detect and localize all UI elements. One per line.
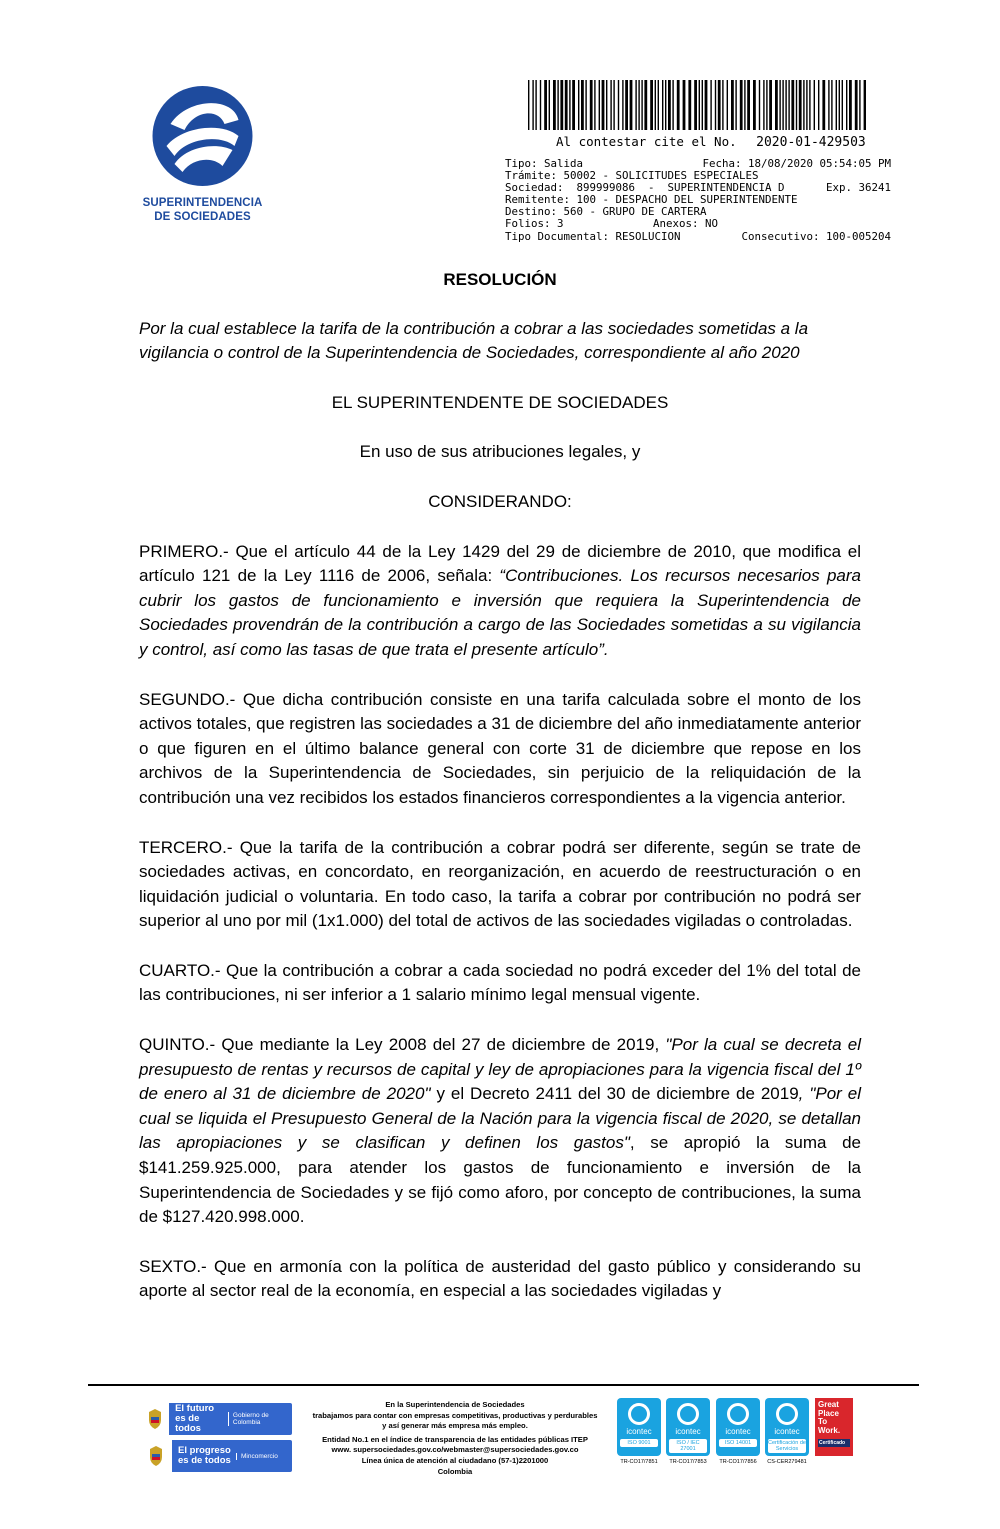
paragraph-cuarto: CUARTO.- Que la contribución a cobrar a cada sociedad no podrá exceder del 1% del total de las contribuciones, ni ser inferior a 1 salario mínimo legal mensual vigente.	[139, 960, 861, 1005]
barcode-bar	[702, 80, 703, 130]
cert-label: CS-CER279481	[767, 1459, 807, 1465]
barcode-bar	[602, 80, 605, 130]
barcode-bar	[644, 80, 647, 130]
paragraph-quinto-text-c: , se apropió la suma de $141.259.925.000, para atender los gastos de funcionamiento e inversión de la Superintendencia de Sociedades y se fijó como aforo, por concepto de contribuciones, la suma de $127.420.998.000.	[139, 1133, 861, 1227]
cert-brand: icontec	[626, 1427, 652, 1436]
gov-logo-progreso	[140, 1440, 292, 1472]
colombia-crest-icon	[140, 1440, 172, 1472]
meta-fecha: Fecha: 18/08/2020 05:54:05 PM	[702, 157, 891, 170]
barcode-bar	[532, 80, 533, 130]
meta-exp: Exp. 36241	[825, 181, 891, 195]
paragraph-quinto-text-a: QUINTO.- Que mediante la Ley 2008 del 27 de diciembre de 2019,	[139, 1035, 666, 1055]
barcode-bar	[610, 80, 611, 130]
barcode-bar	[622, 80, 623, 130]
barcode-bar	[613, 80, 614, 130]
icontec-cert-badge	[666, 1398, 710, 1456]
meta-tipo: Tipo: Salida	[505, 157, 584, 170]
cert-label: TR-CO17/7851	[620, 1459, 658, 1465]
barcode-bar	[650, 80, 653, 130]
logo-text-line1: SUPERINTENDENCIA	[142, 197, 263, 209]
authority-heading: EL SUPERINTENDENTE DE SOCIEDADES	[331, 392, 669, 412]
document-body	[139, 268, 861, 1329]
meta-sociedad: Sociedad: 899999086 - SUPERINTENDENCIA D	[505, 181, 785, 195]
footer-line-4: Entidad No.1 en el índice de transparencia de las entidades públicas ITEP	[322, 1434, 588, 1444]
barcode-bar	[658, 80, 659, 130]
barcode-bar	[688, 80, 691, 130]
barcode-bar	[641, 80, 642, 130]
barcode-bar	[715, 80, 716, 130]
barcode-bar	[727, 80, 728, 130]
footer-line-1: En la Superintendencia de Sociedades	[385, 1400, 525, 1409]
barcode-bar	[859, 80, 860, 130]
barcode-bar	[818, 80, 819, 130]
barcode-bar	[618, 80, 619, 130]
barcode-bar	[672, 80, 673, 130]
gov-futuro-text: El futuro es de todos	[175, 1403, 215, 1434]
filing-metadata	[505, 158, 891, 243]
barcode-bar	[630, 80, 633, 130]
barcode-bar	[839, 80, 840, 130]
cert-label: TR-CO17/7853	[669, 1459, 707, 1465]
footer-line-6: Línea única de atención al ciudadano (57-1)2201000	[361, 1455, 549, 1465]
logo-text-line2: DE SOCIEDADES	[154, 211, 251, 223]
gptw-title: Great Place To Work.	[818, 1400, 841, 1435]
barcode-bar	[822, 80, 825, 130]
barcode-bar	[599, 80, 600, 130]
barcode-bar	[855, 80, 858, 130]
cert-code: ISO / IEC 27001	[669, 1439, 707, 1453]
footer-contact-text	[300, 1400, 610, 1477]
icontec-ring-icon	[677, 1403, 699, 1425]
barcode-bar	[560, 80, 563, 130]
barcode-bar	[782, 80, 783, 130]
icontec-cert-badge	[716, 1398, 760, 1456]
paragraph-quinto-quote-b: , "Por el cual se liquida el Presupuesto General de la Nación para la vigencia fiscal de 2020, se detallan las apropiaciones y se clasifican y definen los gastos"	[139, 1084, 861, 1153]
barcode-bar	[735, 80, 736, 130]
barcode-bar	[581, 80, 584, 130]
barcode-bar	[594, 80, 595, 130]
footer-divider	[88, 1384, 919, 1386]
cert-code: ISO 9001	[620, 1439, 658, 1447]
barcode-bar	[788, 80, 789, 130]
meta-remitente: Remitente: 100 - DESPACHO DEL SUPERINTENDENTE	[505, 193, 798, 207]
paragraph-quinto-text-b: y el Decreto 2411 del 30 de diciembre de 2019	[430, 1084, 799, 1104]
barcode-bar	[744, 80, 745, 130]
barcode-bar	[779, 80, 780, 130]
icontec-ring-icon	[727, 1403, 749, 1425]
barcode	[528, 80, 866, 130]
footer-line-3: y así generar más empresa más empleo.	[382, 1421, 528, 1431]
colombia-crest-icon	[140, 1403, 169, 1435]
barcode-bar	[846, 80, 847, 130]
paragraph-tercero: TERCERO.- Que la tarifa de la contribución a cobrar podrá ser diferente, según se trate de sociedades activas, en concordato, en reorganización, en acuerdo de reestructuración o en liquidación judicial o voluntaria. En todo caso, la tarifa a cobrar por contribución no podrá ser superior al uno por mil (1x1.000) del total de activos de las sociedades vigiladas o controladas.	[139, 837, 861, 931]
paragraph-segundo: SEGUNDO.- Que dicha contribución consiste en una tarifa calculada sobre el monto de los activos totales, que registren las sociedades a 31 de diciembre del año inmediatamente anterior o que figuren en el último balance general con corte 31 de diciembre que repose en los archivos de la Superintendencia de Sociedades, sin perjuicio de la reliquidación de la contribución una vez recibidos los estados financieros correspondientes a la vigencia anterior.	[139, 689, 861, 807]
barcode-bar	[722, 80, 723, 130]
cert-brand: icontec	[774, 1427, 800, 1436]
barcode-bar	[606, 80, 607, 130]
icontec-cert-badge	[765, 1398, 809, 1456]
paragraph-sexto: SEXTO.- Que en armonía con la política de austeridad del gasto público y considerando su aporte al sector real de la economía, en especial a las sociedades vigiladas y	[139, 1256, 861, 1301]
barcode-bar	[831, 80, 832, 130]
barcode-bar	[710, 80, 711, 130]
logo-emblem-icon	[150, 86, 255, 186]
barcode-bar	[849, 80, 852, 130]
barcode-bar	[740, 80, 743, 130]
footer-line-5: www. supersociedades.gov.co/webmaster@supersociedades.gov.co	[331, 1445, 579, 1455]
barcode-bar	[705, 80, 708, 130]
barcode-bar	[528, 80, 529, 130]
barcode-bar	[569, 80, 570, 130]
barcode-bar	[836, 80, 837, 130]
meta-folios: Folios: 3	[505, 217, 564, 231]
barcode-bar	[662, 80, 663, 130]
barcode-bar	[578, 80, 579, 130]
gov-progreso-text: El progreso es de todos	[178, 1445, 231, 1466]
cite-label: Al contestar cite el No.	[556, 134, 737, 149]
barcode-bar	[677, 80, 680, 130]
barcode-bar	[828, 80, 829, 130]
barcode-bar	[766, 80, 767, 130]
icontec-ring-icon	[628, 1403, 650, 1425]
document-subtitle: Por la cual establece la tarifa de la contribución a cobrar a las sociedades sometidas a la vigilancia o control de la Superintendencia de Sociedades, correspondiente al año 2020	[139, 318, 809, 363]
meta-tramite: Trámite: 50002 - SOLICITUDES ESPECIALES	[505, 169, 759, 183]
meta-consecutivo: Consecutivo: 100-005204	[741, 229, 891, 243]
barcode-bar	[585, 80, 586, 130]
barcode-bar	[655, 80, 656, 130]
barcode-bar	[803, 80, 804, 130]
barcode-bar	[590, 80, 593, 130]
barcode-bar	[665, 80, 666, 130]
barcode-bar	[759, 80, 760, 130]
barcode-bar	[553, 80, 556, 130]
barcode-bar	[718, 80, 721, 130]
barcode-bar	[791, 80, 794, 130]
barcode-bar	[638, 80, 639, 130]
barcode-bar	[842, 80, 843, 130]
considerando-heading: CONSIDERANDO:	[428, 491, 572, 511]
cite-line	[556, 134, 866, 150]
barcode-bar	[796, 80, 797, 130]
footer-line-2: trabajamos para contar con empresas competitivas, productivas y perdurables	[312, 1410, 598, 1420]
cert-brand: icontec	[725, 1427, 751, 1436]
paragraph-quinto	[139, 1033, 861, 1230]
barcode-bar	[753, 80, 756, 130]
cert-code: ISO 14001	[719, 1439, 757, 1447]
barcode-bar	[769, 80, 772, 130]
barcode-bar	[809, 80, 810, 130]
cert-code: Certificación de Servicios	[768, 1440, 806, 1452]
footer-line-7: Colombia	[437, 1466, 473, 1476]
barcode-bar	[565, 80, 568, 130]
meta-tipo-documental: Tipo Documental: RESOLUCION	[505, 229, 681, 243]
icontec-cert-badge	[617, 1398, 661, 1456]
icontec-ring-icon	[776, 1403, 798, 1425]
barcode-bar	[864, 80, 866, 130]
great-place-to-work-badge	[815, 1398, 853, 1456]
cite-number: 2020-01-429503	[756, 135, 866, 150]
gptw-sub: Certificado	[818, 1439, 850, 1447]
barcode-bar	[775, 80, 778, 130]
superintendencia-logo	[135, 86, 270, 224]
barcode-bar	[731, 80, 734, 130]
barcode-bar	[799, 80, 802, 130]
paragraph-primero-quote: “Contribuciones. Los recursos necesarios para cubrir los gastos de funcionamiento e inversión que requiera la Superintendencia de Sociedades provendrán de la contribución a cargo de las Sociedades sometidas a su vigilancia y control, así como las tasas de que trata el presente artículo”.	[139, 566, 862, 659]
barcode-bar	[535, 80, 536, 130]
barcode-bar	[683, 80, 686, 130]
meta-destino: Destino: 560 - GRUPO DE CARTERA	[505, 205, 707, 219]
barcode-bar	[763, 80, 764, 130]
paragraph-primero	[139, 540, 861, 663]
barcode-bar	[668, 80, 671, 130]
cert-brand: icontec	[675, 1427, 701, 1436]
barcode-bar	[572, 80, 575, 130]
gov-futuro-sub: Gobierno de Colombia	[228, 1412, 292, 1426]
meta-anexos: Anexos: NO	[653, 217, 719, 231]
barcode-bar	[694, 80, 697, 130]
barcode-bar	[544, 80, 547, 130]
barcode-bar	[549, 80, 550, 130]
cert-label: TR-CO17/7856	[719, 1459, 757, 1465]
barcode-bar	[540, 80, 541, 130]
barcode-bar	[635, 80, 636, 130]
authority-use: En uso de sus atribuciones legales, y	[359, 442, 641, 462]
barcode-bar	[625, 80, 628, 130]
barcode-bar	[806, 80, 807, 130]
paragraph-quinto-quote-a: "Por la cual se decreta el presupuesto de rentas y recursos de capital y ley de apropiaciones para la vigencia fiscal del 1º de enero al 31 de diciembre de 2020"	[139, 1035, 861, 1104]
barcode-bar	[785, 80, 786, 130]
paragraph-primero-text: PRIMERO.- Que el artículo 44 de la Ley 1429 del 29 de diciembre de 2010, que modifica el artículo 121 de la Ley 1116 de 2006, señala:	[139, 541, 861, 586]
barcode-bar	[747, 80, 750, 130]
gov-progreso-sub: Mincomercio	[236, 1453, 278, 1460]
document-title: RESOLUCIÓN	[443, 270, 557, 289]
barcode-bar	[557, 80, 558, 130]
barcode-bar	[814, 80, 815, 130]
gov-logo-futuro	[140, 1403, 292, 1435]
barcode-bar	[699, 80, 700, 130]
